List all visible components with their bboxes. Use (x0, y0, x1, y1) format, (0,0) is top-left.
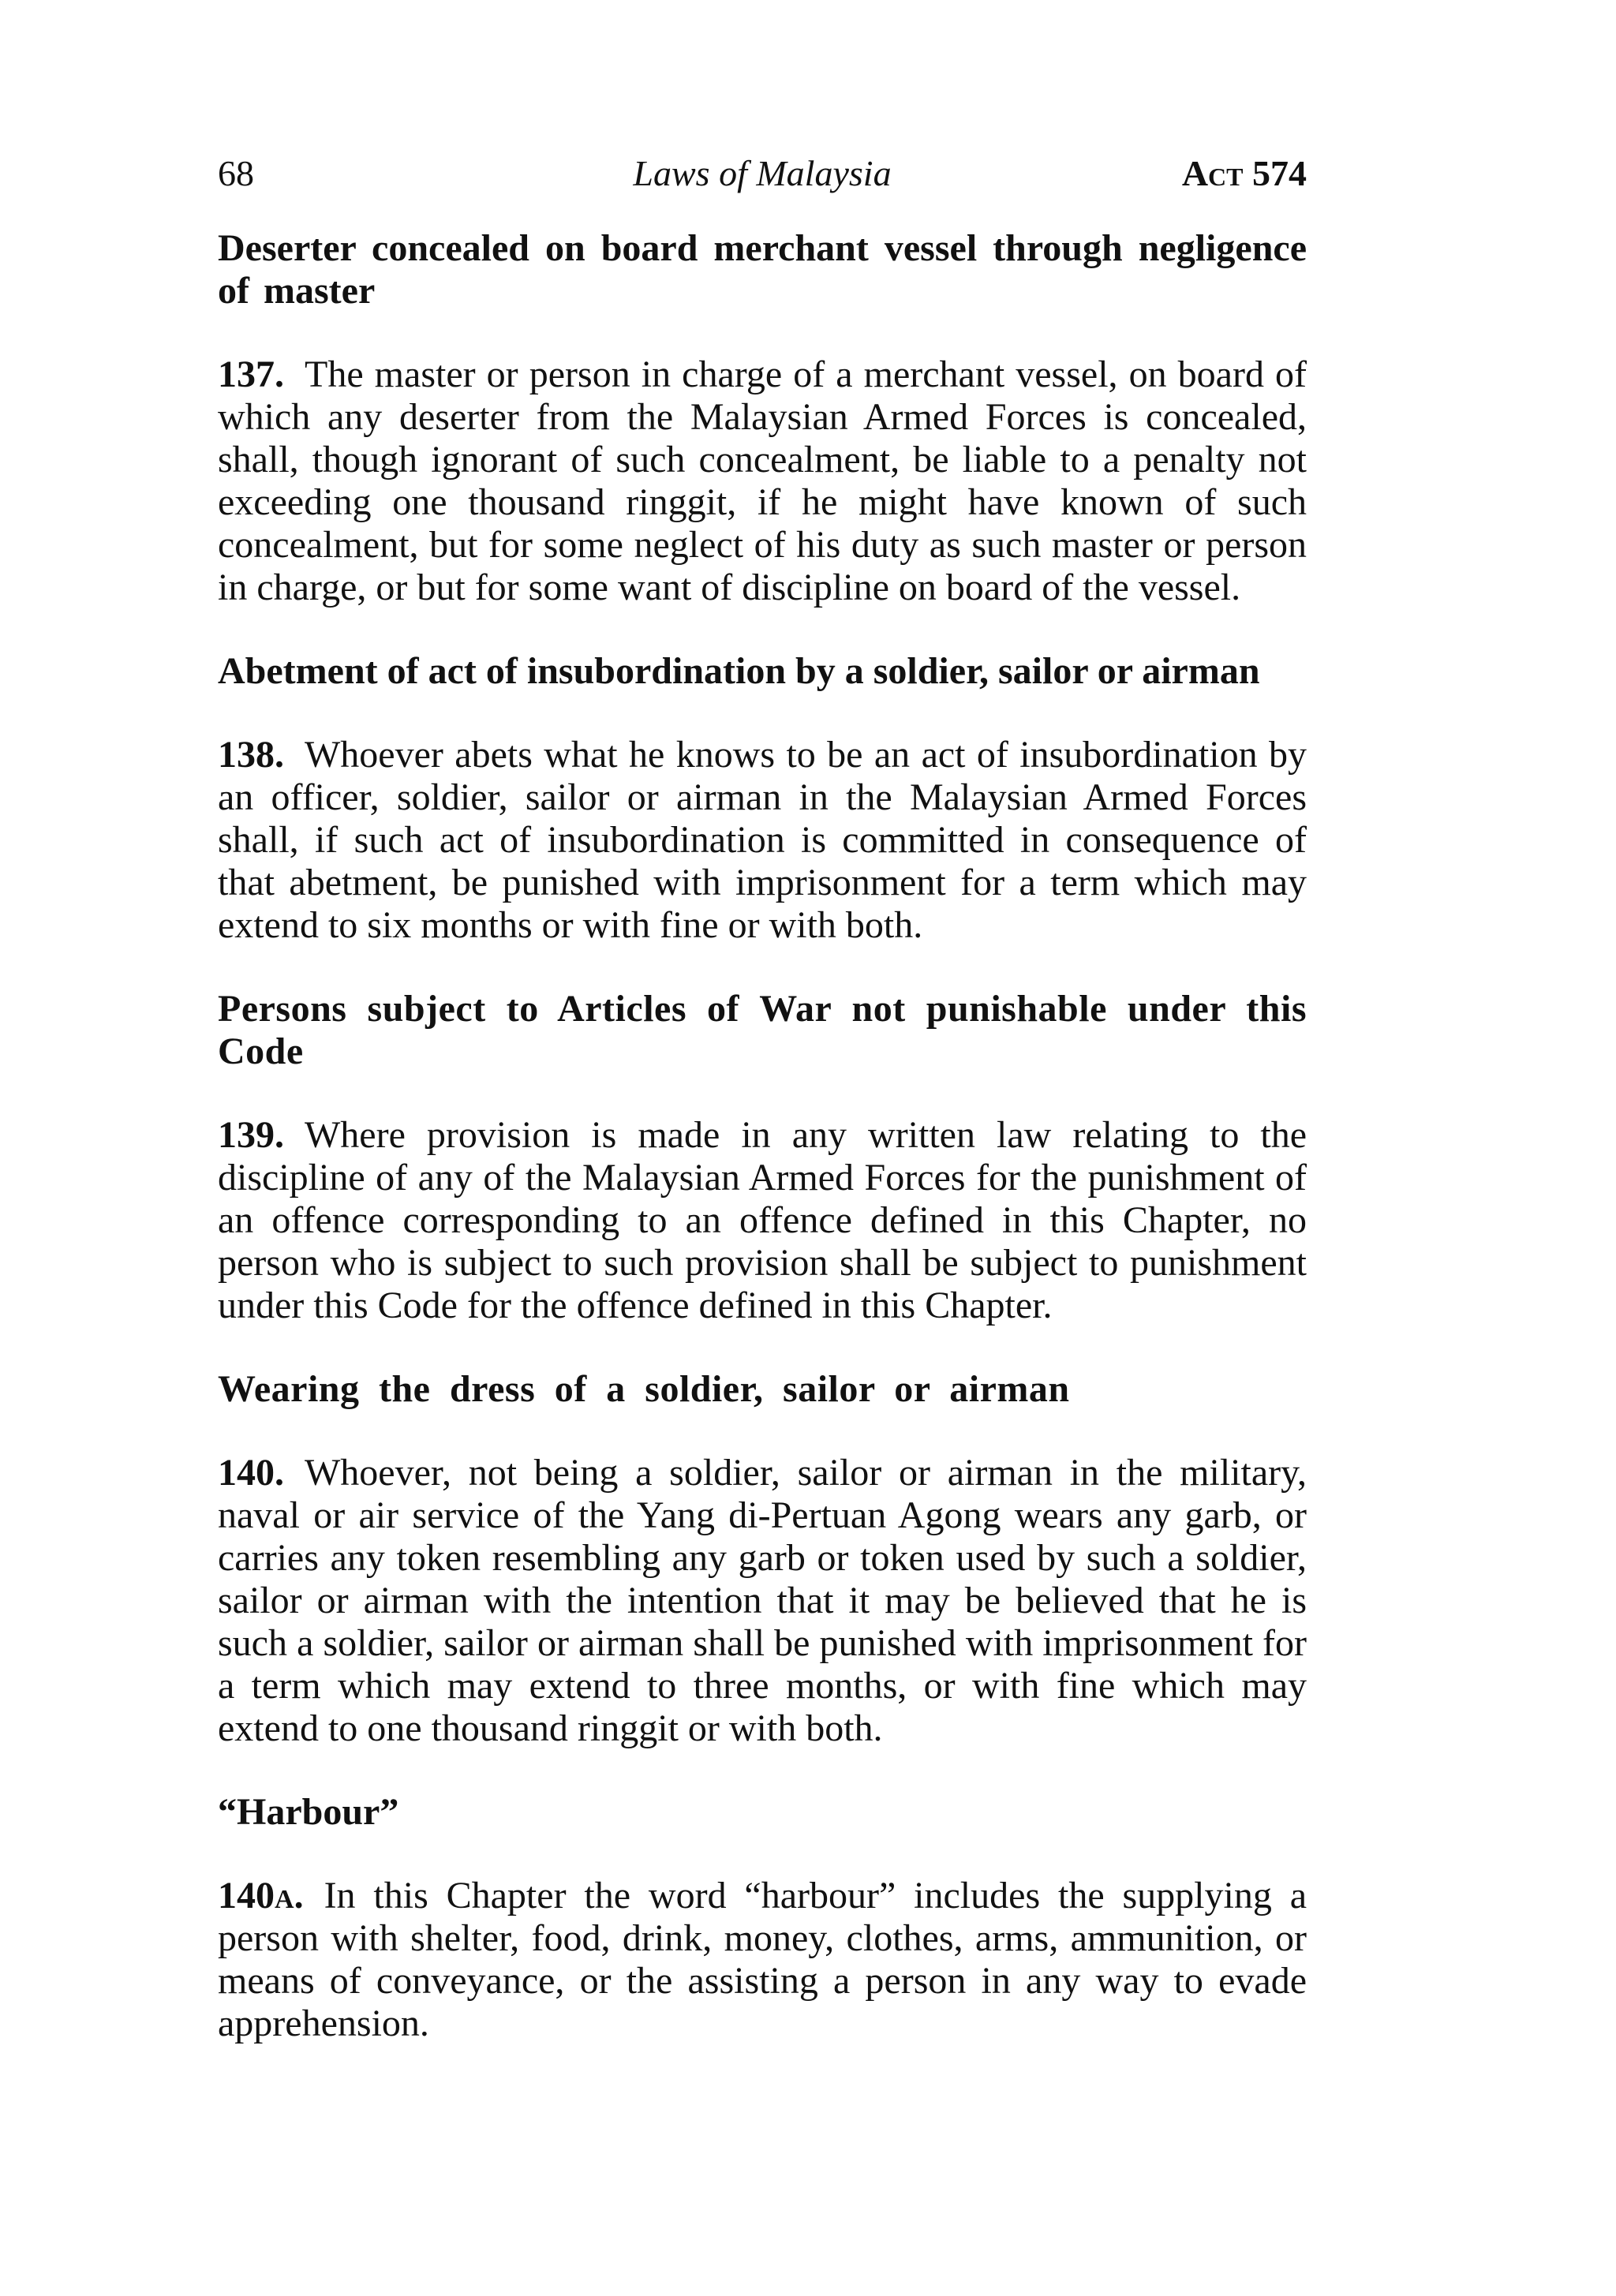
section-138 (218, 650, 1307, 947)
section-text: Whoever, not being a soldier, sailor or airman in the military, naval or air service of the Yang di-Pertuan Agong wears any garb, or carries any token resembling any garb or token used by such a soldier, sailor or airman with the intention that it may be believed that he is such a soldier, sailor or airman shall be punished with imprisonment for a term which may extend to three months, or with fine which may extend to one thousand ringgit or with both. (218, 1452, 1307, 1749)
section-text: The master or person in charge of a merchant vessel, on board of which any deserter from the Malaysian Armed Forces is concealed, shall, though ignorant of such concealment, be liable to a penalty not exceeding one thousand ringgit, if he might have known of such concealment, but for some neglect of his duty as such master or person in charge, or but for some want of discipline on board of the vessel. (218, 353, 1307, 608)
section-number: 140. (218, 1452, 284, 1494)
section-text: In this Chapter the word “harbour” includes the supplying a person with shelter, food, drink, money, clothes, arms, ammunition, or means of conveyance, or the assisting a person in any way to evade apprehension. (218, 1875, 1307, 2044)
section-heading: Wearing the dress of a soldier, sailor or airman (218, 1368, 1070, 1410)
section-body (218, 353, 1307, 609)
section-body (218, 1875, 1307, 2045)
section-140a (218, 1791, 1307, 2045)
section-body (218, 1452, 1307, 1750)
section-number: 139. (218, 1114, 284, 1156)
section-text: Whoever abets what he knows to be an act of insubordination by an officer, soldier, sailor or airman in the Malaysian Armed Forces shall, if such act of insubordination is committed in consequence of that abetment, be punished with imprisonment for a term which may extend to six months or with fine or with both. (218, 734, 1307, 946)
document-title: Laws of Malaysia (633, 153, 892, 193)
section-number (218, 1875, 304, 1916)
section-number-main: 140 (218, 1875, 275, 1916)
section-number-dot: . (294, 1875, 304, 1916)
section-body (218, 1114, 1307, 1327)
section-heading: Abetment of act of insubordination by a soldier, sailor or airman (218, 650, 1260, 692)
section-number-suffix: a (275, 1875, 294, 1916)
section-number: 138. (218, 734, 284, 776)
running-header (218, 150, 1307, 197)
section-number: 137. (218, 353, 284, 395)
section-body (218, 734, 1307, 947)
section-text: Where provision is made in any written law relating to the discipline of any of the Malaysian Armed Forces for the punishment of an offence corresponding to an offence defined in this Chapter, no person who is subject to such provision shall be subject to punishment under this Code for the offence defined in this Chapter. (218, 1114, 1307, 1326)
section-137 (218, 227, 1307, 609)
section-heading: Deserter concealed on board merchant vessel through negligence of master (218, 227, 1307, 312)
section-139 (218, 988, 1307, 1327)
section-140 (218, 1368, 1307, 1750)
document-page (218, 150, 1307, 2045)
section-heading: Persons subject to Articles of War not punishable under this Code (218, 988, 1307, 1072)
section-heading: “Harbour” (218, 1791, 399, 1833)
page-number: 68 (218, 153, 254, 193)
act-label: Act 574 (1181, 153, 1307, 193)
